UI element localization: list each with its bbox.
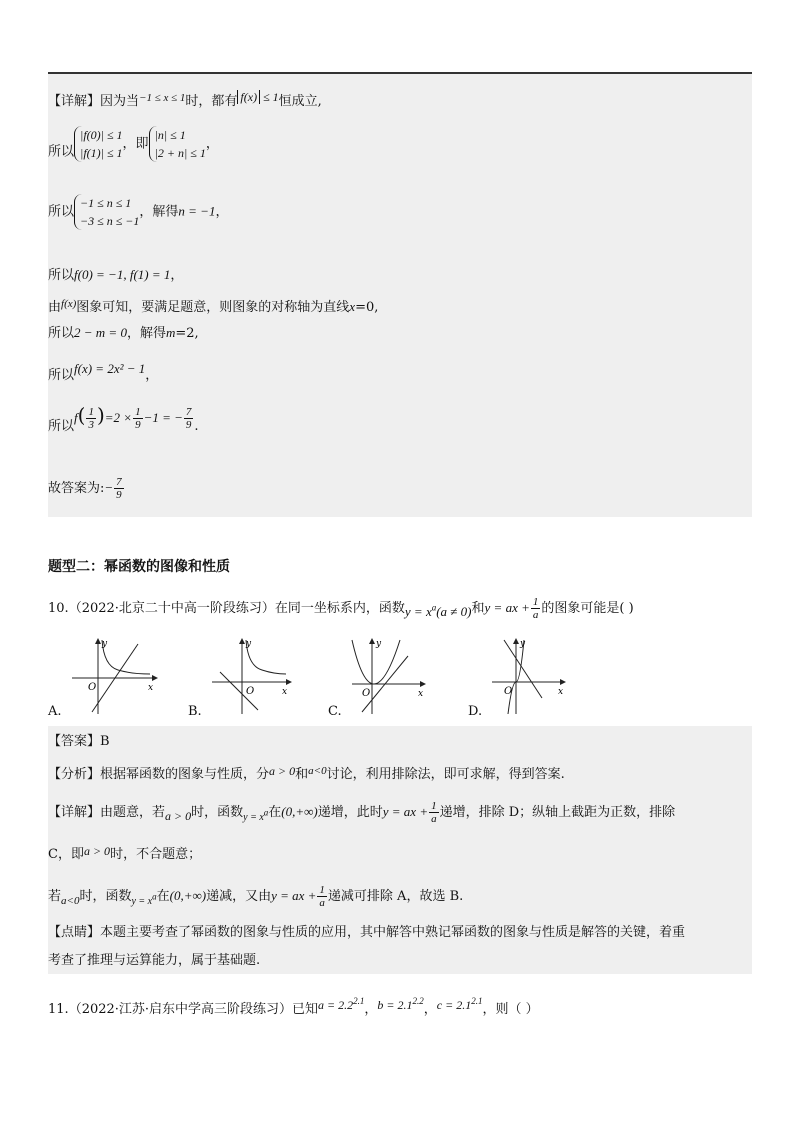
detail-line-7: 所以f(x) = 2x² − 1，: [48, 361, 159, 383]
power-curve: [246, 640, 286, 674]
detail-line-1: 【详解】因为当$^{-1 \le x \le 1}$时，都有 f(x) ≤ 1恒成立,: [48, 90, 322, 109]
y-label: y: [246, 639, 252, 649]
question-10-stem: 10.（2022·北京二十中高一阶段练习）在同一坐标系内，函数$y = x^a(a \ne 0)$和y = ax + $\frac{1}{a}$ 的图象可能是( ): [48, 596, 634, 621]
y-arrow: [239, 638, 245, 644]
x-arrow: [286, 679, 292, 685]
origin-label: O: [246, 686, 255, 697]
detail-line-3: 所以 −1 ≤ n ≤ 1 −3 ≤ n ≤ −1 ，解得n = −1，: [48, 196, 229, 228]
detail-10-line-3: 若$_{a<0}$时，函数$_{y = x^a}$在(0,+∞)递减，又由y = ax + $\frac{1}{a}$ 递减可排除 A，故选 B.: [48, 884, 464, 909]
x-label: x: [418, 689, 424, 699]
origin-label: O: [362, 688, 371, 699]
option-b-label[interactable]: B.: [188, 704, 202, 719]
option-c-label[interactable]: C.: [328, 704, 342, 719]
section-title: 题型二：幂函数的图像和性质: [48, 559, 230, 575]
x-label: x: [282, 687, 288, 697]
detail-10-line-2: C，即a > 0时，不合题意；: [48, 844, 202, 862]
detail-line-2: 所以 |f(0)| ≤ 1 |f(1)| ≤ 1 ，即 |n| ≤ 1 |2 + n| ≤ 1 ，: [48, 128, 219, 160]
x-arrow: [152, 675, 158, 681]
comment-line-2: 考查了推理与运算能力，属于基础题.: [48, 953, 261, 968]
option-a-graph: [72, 636, 162, 716]
option-a-label[interactable]: A.: [48, 704, 62, 719]
origin-label: O: [504, 686, 513, 697]
x-label: x: [558, 687, 564, 697]
x-arrow: [560, 679, 566, 685]
y-label: y: [520, 639, 526, 649]
origin-label: O: [88, 682, 97, 693]
system-1: |f(0)| ≤ 1 |f(1)| ≤ 1: [74, 126, 123, 162]
answer-line: 【答案】B: [48, 734, 110, 749]
power-curve: [102, 640, 150, 674]
detail-line-4: 所以f(0) = −1, f(1) = 1，: [48, 267, 184, 283]
analysis-line: 【分析】根据幂函数的图象与性质，分a > 0和$^{a<0}$讨论，利用排除法，即可求解，得到答案.: [48, 764, 565, 782]
option-d-graph: [492, 636, 582, 716]
detail-line-5: 由$^{f(x)}$图象可知，要满足题意，则图象的对称轴为直线x=0,: [48, 298, 379, 315]
final-answer-line: 故答案为:− $\frac{7}{9}$: [48, 476, 122, 501]
system-2: |n| ≤ 1 |2 + n| ≤ 1: [149, 126, 206, 162]
y-arrow: [95, 638, 101, 644]
option-c-graph: [350, 636, 440, 716]
detail-line-8: 所以f( $\frac{1}{3}$ )=2 × $\frac{1}{9}$ −1 = − $\frac{7}{9}$ .: [48, 403, 199, 434]
system-3: −1 ≤ n ≤ 1 −3 ≤ n ≤ −1: [74, 194, 139, 230]
x-arrow: [420, 681, 426, 687]
y-arrow: [513, 638, 519, 644]
y-label: y: [376, 639, 382, 649]
detail-10-line-1: 【详解】由题意，若a > 0时，函数$_{y = x^a}$在(0,+∞)递增，此时y = ax + $\frac{1}{a}$ 递增，排除 D；纵轴上截距为正数，排除: [48, 800, 676, 825]
option-d-label[interactable]: D.: [468, 704, 483, 719]
question-11-stem: 11.（2022·江苏·启东中学高三阶段练习）已知$a = 2.2^{2.1}$，$b = 2.1^{2.2}$，$c = 2.1^{2.1}$，则（ ）: [48, 996, 539, 1017]
y-arrow: [369, 638, 375, 644]
detail-line-6: 所以2 − m = 0，解得m=2,: [48, 325, 199, 341]
x-label: x: [148, 683, 154, 693]
option-b-graph: [212, 636, 302, 716]
comment-line-1: 【点睛】本题主要考查了幂函数的图象与性质的应用，其中解答中熟记幂函数的图象与性质是解答的关键，着重: [48, 925, 686, 940]
y-label: y: [102, 639, 108, 649]
